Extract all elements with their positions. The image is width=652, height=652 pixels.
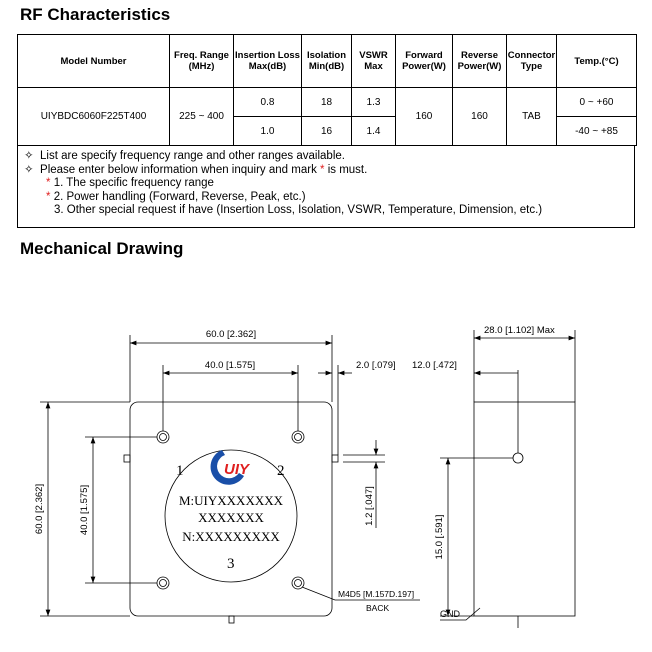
tab: [229, 616, 234, 623]
cell-il: 1.0: [234, 117, 302, 146]
dim-holes-horizontal: 40.0 [1.575]: [204, 360, 256, 371]
cell-temp: -40 ~ +85: [557, 117, 637, 146]
dim-depth: 28.0 [1.102] Max: [484, 325, 555, 336]
mech-title: Mechanical Drawing: [20, 239, 184, 258]
dim-tab-length: 12.0 [.472]: [412, 360, 457, 371]
note-line: is must.: [324, 163, 368, 176]
cell-vswr: 1.3: [352, 88, 396, 117]
tab: [332, 455, 338, 462]
port-2-label: 2: [277, 463, 285, 479]
gnd-label: GND: [440, 609, 460, 619]
required-mark: *: [46, 190, 51, 203]
dim-tab-width: 1.2 [.047]: [364, 486, 375, 526]
port-1-label: 1: [176, 463, 184, 479]
note-line: Please enter below information when inquiry and mark: [40, 163, 321, 176]
note-line: List are specify frequency range and other ranges available.: [40, 150, 345, 162]
cell-connector: TAB: [507, 88, 557, 146]
cell-freq: 225 ~ 400: [170, 88, 234, 146]
header-vswr: VSWR Max: [352, 35, 396, 88]
note-item: 2. Power handling (Forward, Reverse, Peak, etc.): [53, 190, 306, 203]
label-model-cont: XXXXXXX: [198, 510, 264, 525]
cell-iso: 18: [302, 88, 352, 117]
connector-pin: [513, 453, 523, 463]
rf-title: RF Characteristics: [20, 5, 171, 24]
dim-height: 60.0 [2.362]: [34, 483, 45, 535]
hole-note: M4D5 [M.157D.197]: [338, 589, 415, 599]
logo-icon: [211, 450, 251, 485]
body-side: [474, 402, 575, 616]
bullet-icon: ✧: [24, 163, 34, 176]
required-mark: *: [46, 177, 51, 189]
header-temp: Temp.(°C): [557, 35, 637, 88]
label-serial: N:XXXXXXXXX: [182, 529, 280, 544]
bullet-icon: ✧: [24, 150, 34, 162]
cell-fwd: 160: [396, 88, 453, 146]
note-item: 3. Other special request if have (Insertion Loss, Isolation, VSWR, Temperature, Dimension, etc.): [54, 204, 543, 216]
header-fwd: Forward Power(W): [396, 35, 453, 88]
label-model: M:UIYXXXXXXX: [179, 493, 283, 508]
header-iso: Isolation Min(dB): [302, 35, 352, 88]
cell-vswr: 1.4: [352, 117, 396, 146]
dim-tab-position: 15.0 [.591]: [434, 514, 445, 560]
port-3-label: 3: [227, 556, 235, 572]
note-item: 1. The specific frequency range: [53, 177, 214, 189]
required-mark: *: [320, 163, 325, 176]
dim-width: 60.0 [2.362]: [205, 329, 257, 340]
header-connector: Connector Type: [507, 35, 557, 88]
hole-note-back: BACK: [366, 603, 390, 613]
header-rev: Reverse Power(W): [453, 35, 507, 88]
cell-iso: 16: [302, 117, 352, 146]
cell-il: 0.8: [234, 88, 302, 117]
header-model: Model Number: [18, 35, 170, 88]
cell-rev: 160: [453, 88, 507, 146]
dim-tab: 2.0 [.079]: [356, 360, 396, 371]
cell-temp: 0 ~ +60: [557, 88, 637, 117]
svg-text:UIY: UIY: [224, 461, 250, 478]
header-freq: Freq. Range (MHz): [170, 35, 234, 88]
cell-model: UIYBDC6060F225T400: [18, 88, 170, 146]
dim-holes-vertical: 40.0 [1.575]: [79, 484, 90, 536]
tab: [124, 455, 130, 462]
header-il: Insertion Loss Max(dB): [234, 35, 302, 88]
